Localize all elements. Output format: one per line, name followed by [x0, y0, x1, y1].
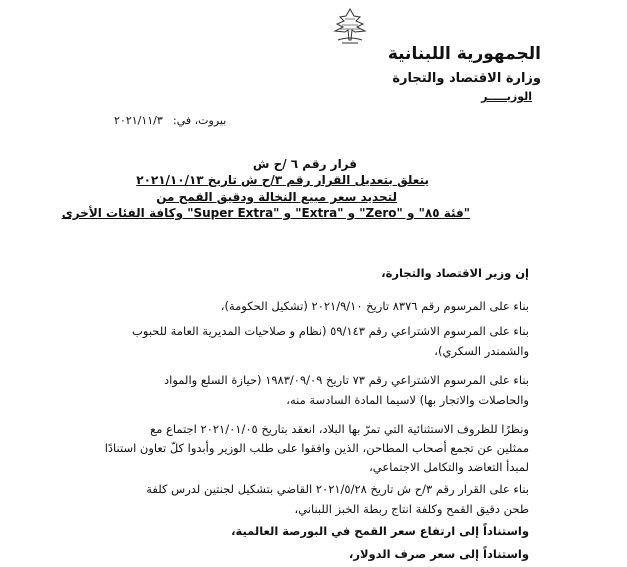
decision-date: ٢٠٢١/١١/٣: [114, 114, 163, 127]
paragraph-1: بناء على المرسوم رقم ٨٣٧٦ تاريخ ٢٠٢١/٩/١٠ (تشكيل الحكومة)،: [220, 299, 529, 313]
decision-subject-line3: "فئة ٨٥" و "Zero" و "Extra" و "Super Extra" وكافة الفئات الأخرى: [61, 206, 470, 220]
minister-heading: الوزيـــــر: [481, 90, 532, 103]
paragraph-4-line1: ونظرًا للظروف الاستثنائية التي تمرّ بها البلاد، انعقد بتاريخ ٢٠٢١/٠١/٠٥ اجتماع مع: [150, 422, 529, 436]
paragraph-6: واستناداً إلى ارتفاع سعر القمح في البورصة العالمية،: [231, 524, 529, 538]
decision-number: قرار رقم ٦ /ح ش: [252, 157, 357, 171]
paragraph-4-line2: ممثلين عن تجمع أصحاب المطاحن، الذين وافقوا على طلب الوزير وأبدوا كلّ تعاون استنادًا: [104, 441, 529, 455]
ministry-heading: وزارة الاقتصاد والتجارة: [392, 71, 541, 86]
decision-subject-line2: لتحديد سعر مبيع النخالة ودقيق القمح من: [156, 190, 397, 204]
paragraph-4-line3: لمبدأ التعاضد والتكامل الاجتماعي،: [369, 460, 529, 474]
paragraph-7: واستناداً إلى سعر صرف الدولار،: [348, 547, 529, 561]
place-label: بيروت، في:: [173, 114, 227, 127]
paragraph-2-line2: والشمندر السكري)،: [434, 344, 529, 358]
paragraph-3-line1: بناء على المرسوم الاشتراعي رقم ٧٣ تاريخ ١٩٨٣/٠٩/٠٩ (حيازة السلع والمواد: [164, 373, 529, 387]
paragraph-5-line2: طحن دقيق القمح وكلفة انتاج ربطة الخبز اللبناني،: [294, 502, 529, 516]
paragraph-5-line1: بناء على القرار رقم ٣/ح ش تاريخ ٢٠٢١/٥/٢٨ القاضي بتشكيل لجنتين لدرس كلفة: [146, 482, 529, 496]
paragraph-3-line2: والحاصلات والاتجار بها) لاسيما المادة السادسة منه،: [286, 393, 529, 407]
cedar-emblem-icon: [330, 6, 370, 46]
decision-subject-line1: يتعلق بتعديل القرار رقم ٣/ح ش تاريخ ٢٠٢١/١٠/١٣: [136, 173, 429, 187]
paragraph-2-line1: بناء على المرسوم الاشتراعي رقم ٥٩/١٤٣ (نظام و صلاحيات المديرية العامة للحبوب: [132, 324, 529, 338]
opening-line: إن وزير الاقتصاد والتجارة،: [381, 266, 529, 280]
republic-heading: الجمهورية اللبنانية: [387, 44, 541, 64]
